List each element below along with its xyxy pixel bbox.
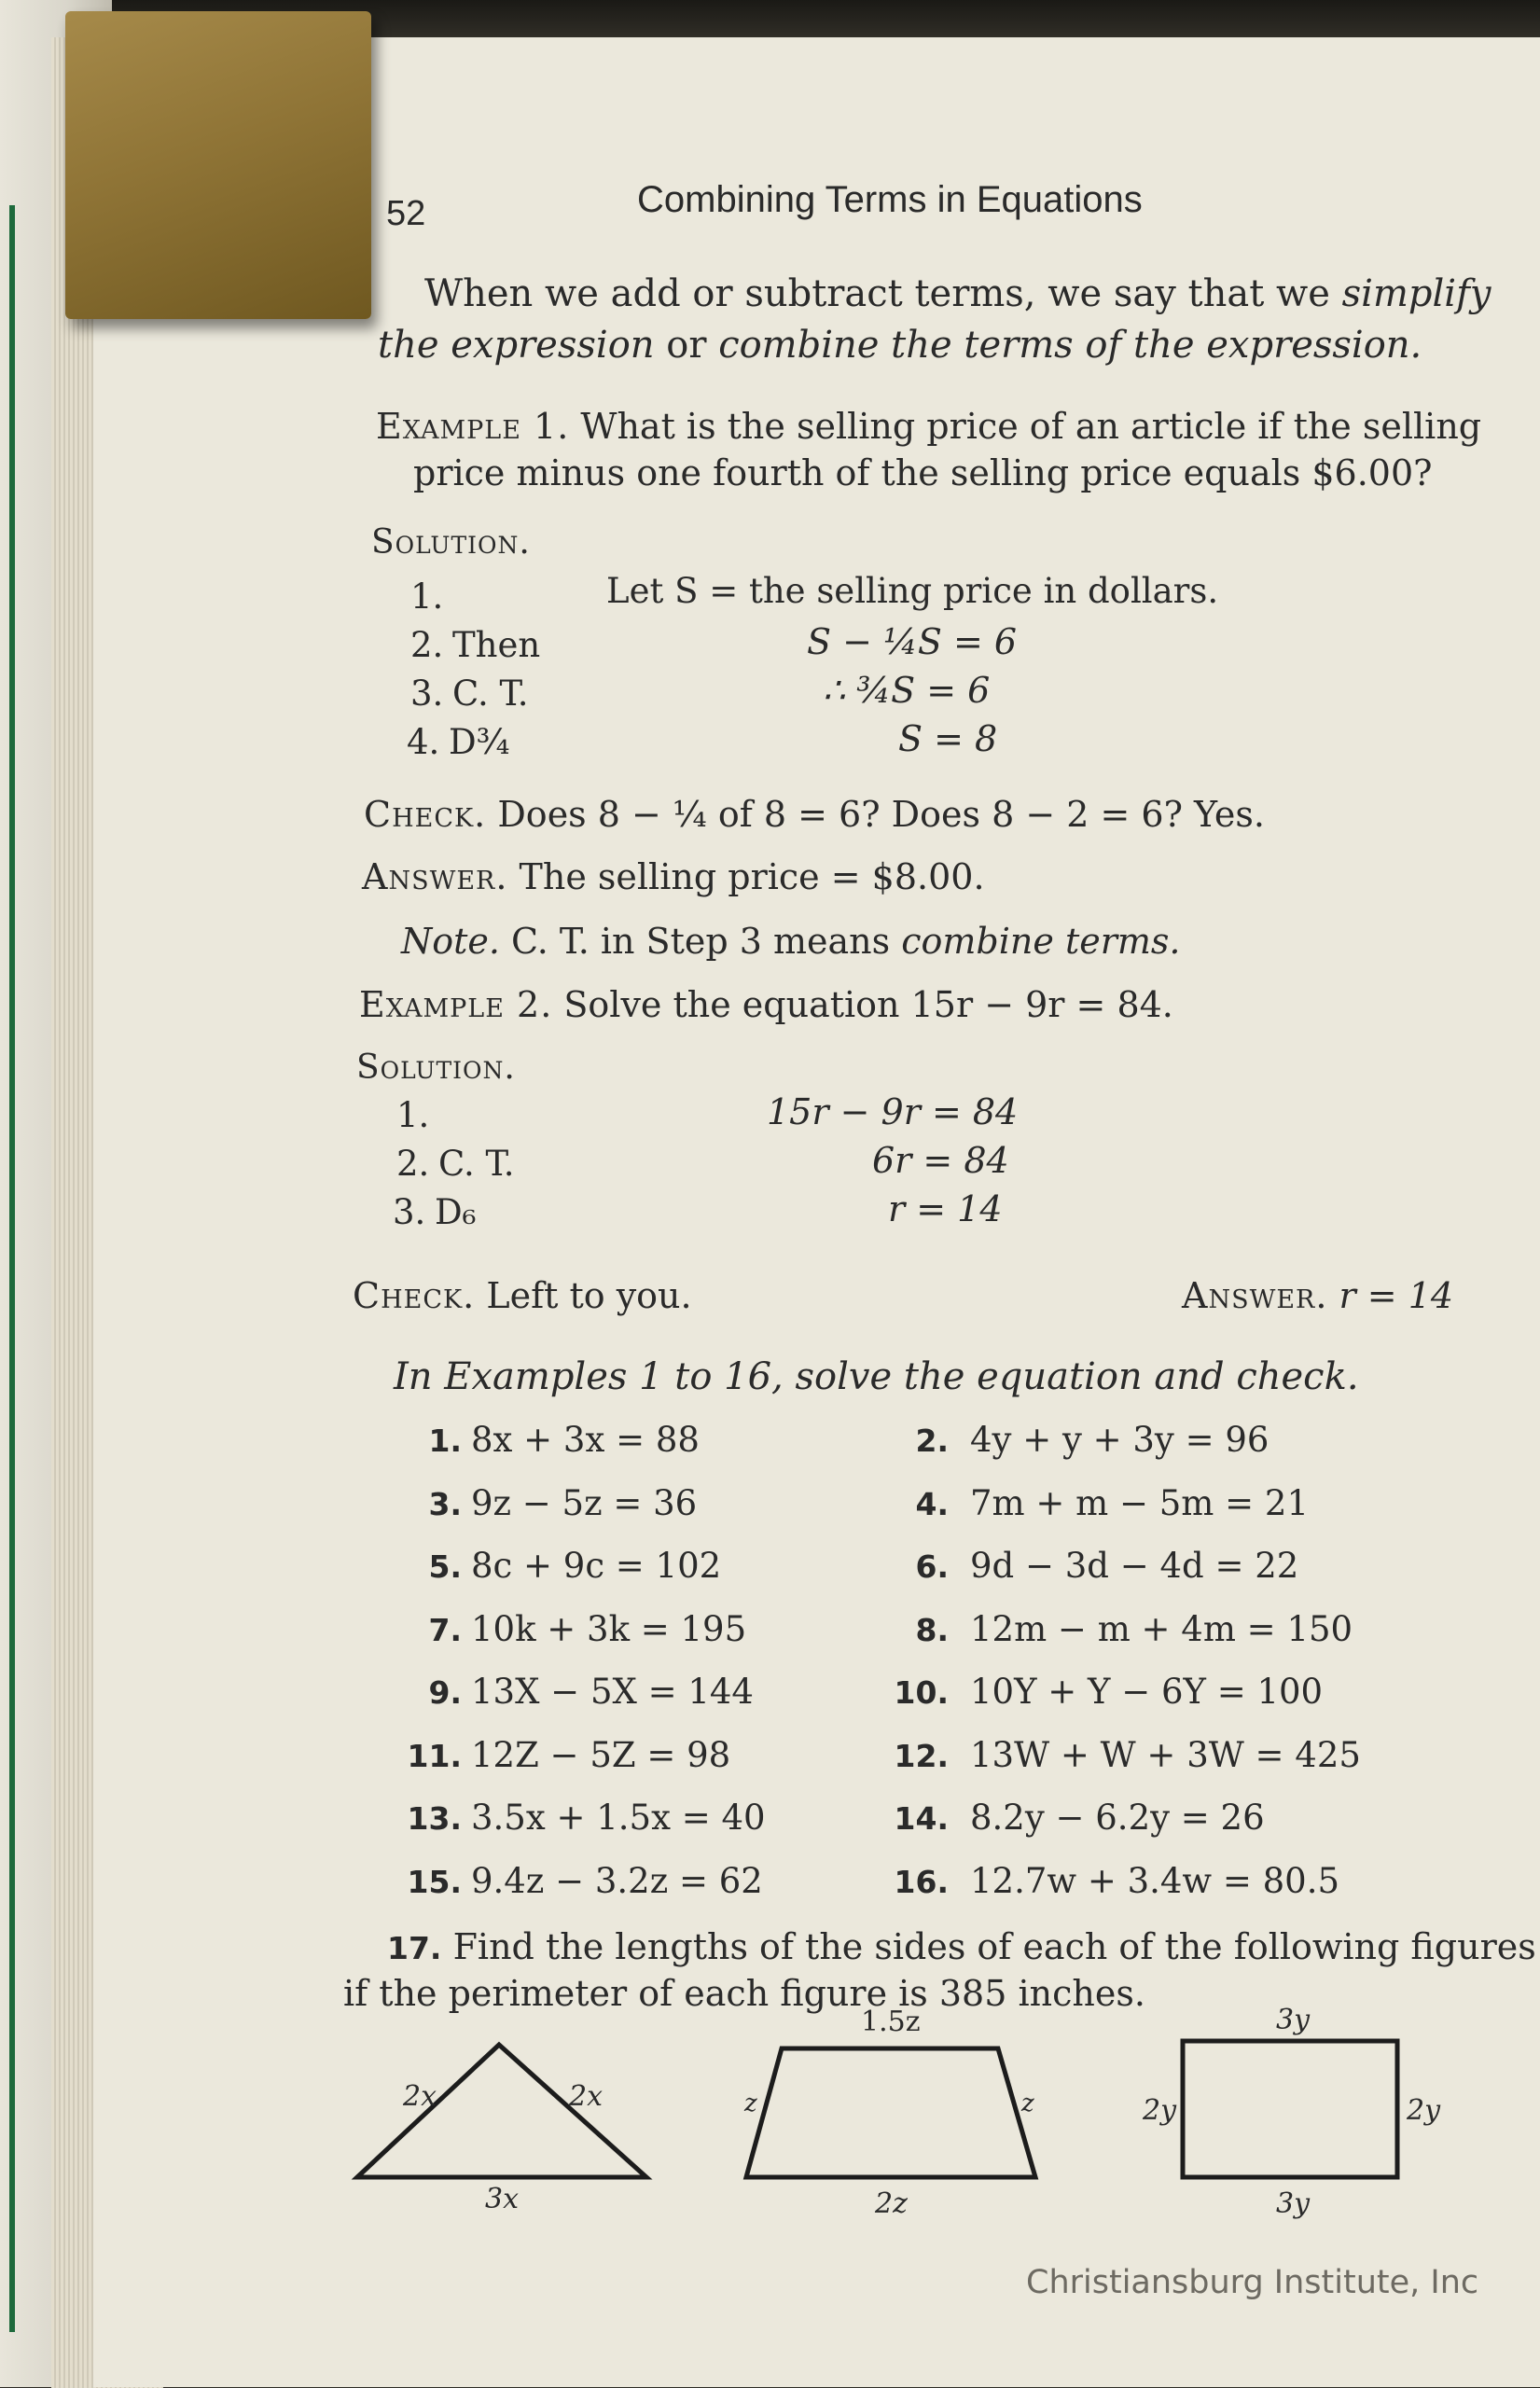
rectangle-left-label: 2y xyxy=(1143,2094,1177,2127)
problem-number: 14. xyxy=(894,1800,949,1837)
figures-drawing xyxy=(93,37,1540,2387)
problem-equation: 13X − 5X = 144 xyxy=(471,1672,754,1712)
ex2-step-3-work: r = 14 xyxy=(888,1188,1003,1229)
triangle-bottom-label: 3x xyxy=(485,2183,520,2215)
triangle-left-label: 2x xyxy=(403,2080,437,2113)
ex1-step-4-work: S = 8 xyxy=(898,718,998,759)
example-1-check: Check. Does 8 − ¼ of 8 = 6? Does 8 − 2 = 6? Yes. xyxy=(364,794,1265,835)
problem-equation: 8x + 3x = 88 xyxy=(471,1420,700,1460)
problem-equation: 4y + y + 3y = 96 xyxy=(970,1420,1269,1460)
problem-equation: 3.5x + 1.5x = 40 xyxy=(471,1798,766,1838)
example-1-note: Note. C. T. in Step 3 means combine terms. xyxy=(401,921,1181,962)
problem-equation: 12m − m + 4m = 150 xyxy=(970,1609,1353,1649)
trapezoid-left-label: z xyxy=(744,2090,757,2117)
problem-number: 4. xyxy=(915,1486,949,1522)
problem-number: 13. xyxy=(407,1800,462,1837)
trapezoid-top-label: 1.5z xyxy=(861,2006,921,2038)
problem-equation: 9.4z − 3.2z = 62 xyxy=(471,1861,763,1901)
example-2-answer: Answer. r = 14 xyxy=(1182,1275,1454,1316)
trapezoid-figure xyxy=(746,2048,1035,2177)
problem-equation: 8.2y − 6.2y = 26 xyxy=(970,1798,1265,1838)
problem-number: 8. xyxy=(915,1612,949,1648)
example-1-label: Example 1. xyxy=(376,406,570,447)
example-1-answer: Answer. The selling price = $8.00. xyxy=(362,856,985,897)
problem-equation: 8c + 9c = 102 xyxy=(471,1546,722,1586)
ex1-step-2-reason: Then xyxy=(452,625,541,665)
problem-equation: 12.7w + 3.4w = 80.5 xyxy=(970,1861,1339,1901)
ex1-step-3-num: 3. xyxy=(410,673,444,714)
trapezoid-right-label: z xyxy=(1021,2090,1034,2117)
watermark: Christiansburg Institute, Inc xyxy=(1026,2264,1479,2301)
problem-equation: 12Z − 5Z = 98 xyxy=(471,1735,731,1775)
ex1-step-4-reason: D¾ xyxy=(449,722,510,762)
problem-number: 9. xyxy=(428,1674,462,1711)
problem-17-line-2: if the perimeter of each figure is 385 inches. xyxy=(343,1973,1145,2014)
rectangle-figure xyxy=(1183,2041,1397,2177)
problem-number: 16. xyxy=(894,1864,949,1900)
ex1-step-3-reason: C. T. xyxy=(452,673,529,714)
ex2-step-3-reason: D₆ xyxy=(435,1192,477,1232)
example-1-solution-label: Solution. xyxy=(371,523,531,562)
ex2-step-2-reason: C. T. xyxy=(438,1144,515,1184)
ex1-step-1-num: 1. xyxy=(410,576,444,617)
problem-number: 10. xyxy=(894,1674,949,1711)
problem-17-line-1: 17. Find the lengths of the sides of each of the following figures xyxy=(387,1926,1536,1967)
ex2-step-1-work: 15r − 9r = 84 xyxy=(767,1091,1019,1132)
ex1-step-3-work: ∴ ¾S = 6 xyxy=(823,670,991,711)
problem-number: 6. xyxy=(915,1548,949,1585)
problem-equation: 9d − 3d − 4d = 22 xyxy=(970,1546,1299,1586)
problem-number: 5. xyxy=(428,1548,462,1585)
ex2-step-2-work: 6r = 84 xyxy=(872,1140,1009,1181)
problem-equation: 13W + W + 3W = 425 xyxy=(970,1735,1361,1775)
book-page xyxy=(93,37,1540,2387)
example-1-question: Example 1. What is the selling price of an article if the selling xyxy=(376,406,1482,447)
rectangle-bottom-label: 3y xyxy=(1276,2187,1311,2220)
intro-line-2: the expression or combine the terms of the expression. xyxy=(378,324,1422,367)
problem-number: 7. xyxy=(428,1612,462,1648)
intro-line-1: When we add or subtract terms, we say that we simplify xyxy=(424,272,1491,315)
example-2-check: Check. Left to you. xyxy=(353,1275,692,1316)
page-title: Combining Terms in Equations xyxy=(637,179,1143,220)
ex2-step-2-num: 2. xyxy=(396,1144,430,1184)
page-number: 52 xyxy=(386,194,426,233)
problem-equation: 9z − 5z = 36 xyxy=(471,1483,698,1523)
problem-number: 2. xyxy=(915,1423,949,1459)
example-2-label: Example 2. xyxy=(359,984,553,1025)
example-2-question: Example 2. Solve the equation 15r − 9r = 84. xyxy=(359,984,1173,1025)
rectangle-top-label: 3y xyxy=(1276,2004,1311,2036)
problem-number: 15. xyxy=(407,1864,462,1900)
rectangle-right-label: 2y xyxy=(1407,2094,1441,2127)
triangle-figure xyxy=(357,2045,646,2177)
problem-number: 11. xyxy=(407,1738,462,1774)
ex1-step-2-work: S − ¼S = 6 xyxy=(807,621,1018,662)
problem-equation: 7m + m − 5m = 21 xyxy=(970,1483,1309,1523)
exercise-instruction: In Examples 1 to 16, solve the equation and check. xyxy=(394,1355,1359,1398)
problem-17-number: 17. xyxy=(387,1930,442,1966)
example-1-question-cont: price minus one fourth of the selling price equals $6.00? xyxy=(413,452,1433,493)
problem-number: 3. xyxy=(428,1486,462,1522)
problem-number: 1. xyxy=(428,1423,462,1459)
ex2-step-3-num: 3. xyxy=(393,1192,426,1232)
ex1-step-4-num: 4. xyxy=(407,722,440,762)
example-2-solution-label: Solution. xyxy=(356,1048,516,1087)
triangle-right-label: 2x xyxy=(569,2080,604,2113)
ex2-step-1-num: 1. xyxy=(396,1095,430,1135)
ex1-step-2-num: 2. xyxy=(410,625,444,665)
problem-equation: 10Y + Y − 6Y = 100 xyxy=(970,1672,1324,1712)
gold-page-tab xyxy=(65,11,371,319)
problem-equation: 10k + 3k = 195 xyxy=(471,1609,747,1649)
trapezoid-bottom-label: 2z xyxy=(875,2187,908,2220)
problem-number: 12. xyxy=(894,1738,949,1774)
ex1-step-1-work: Let S = the selling price in dollars. xyxy=(606,571,1219,611)
